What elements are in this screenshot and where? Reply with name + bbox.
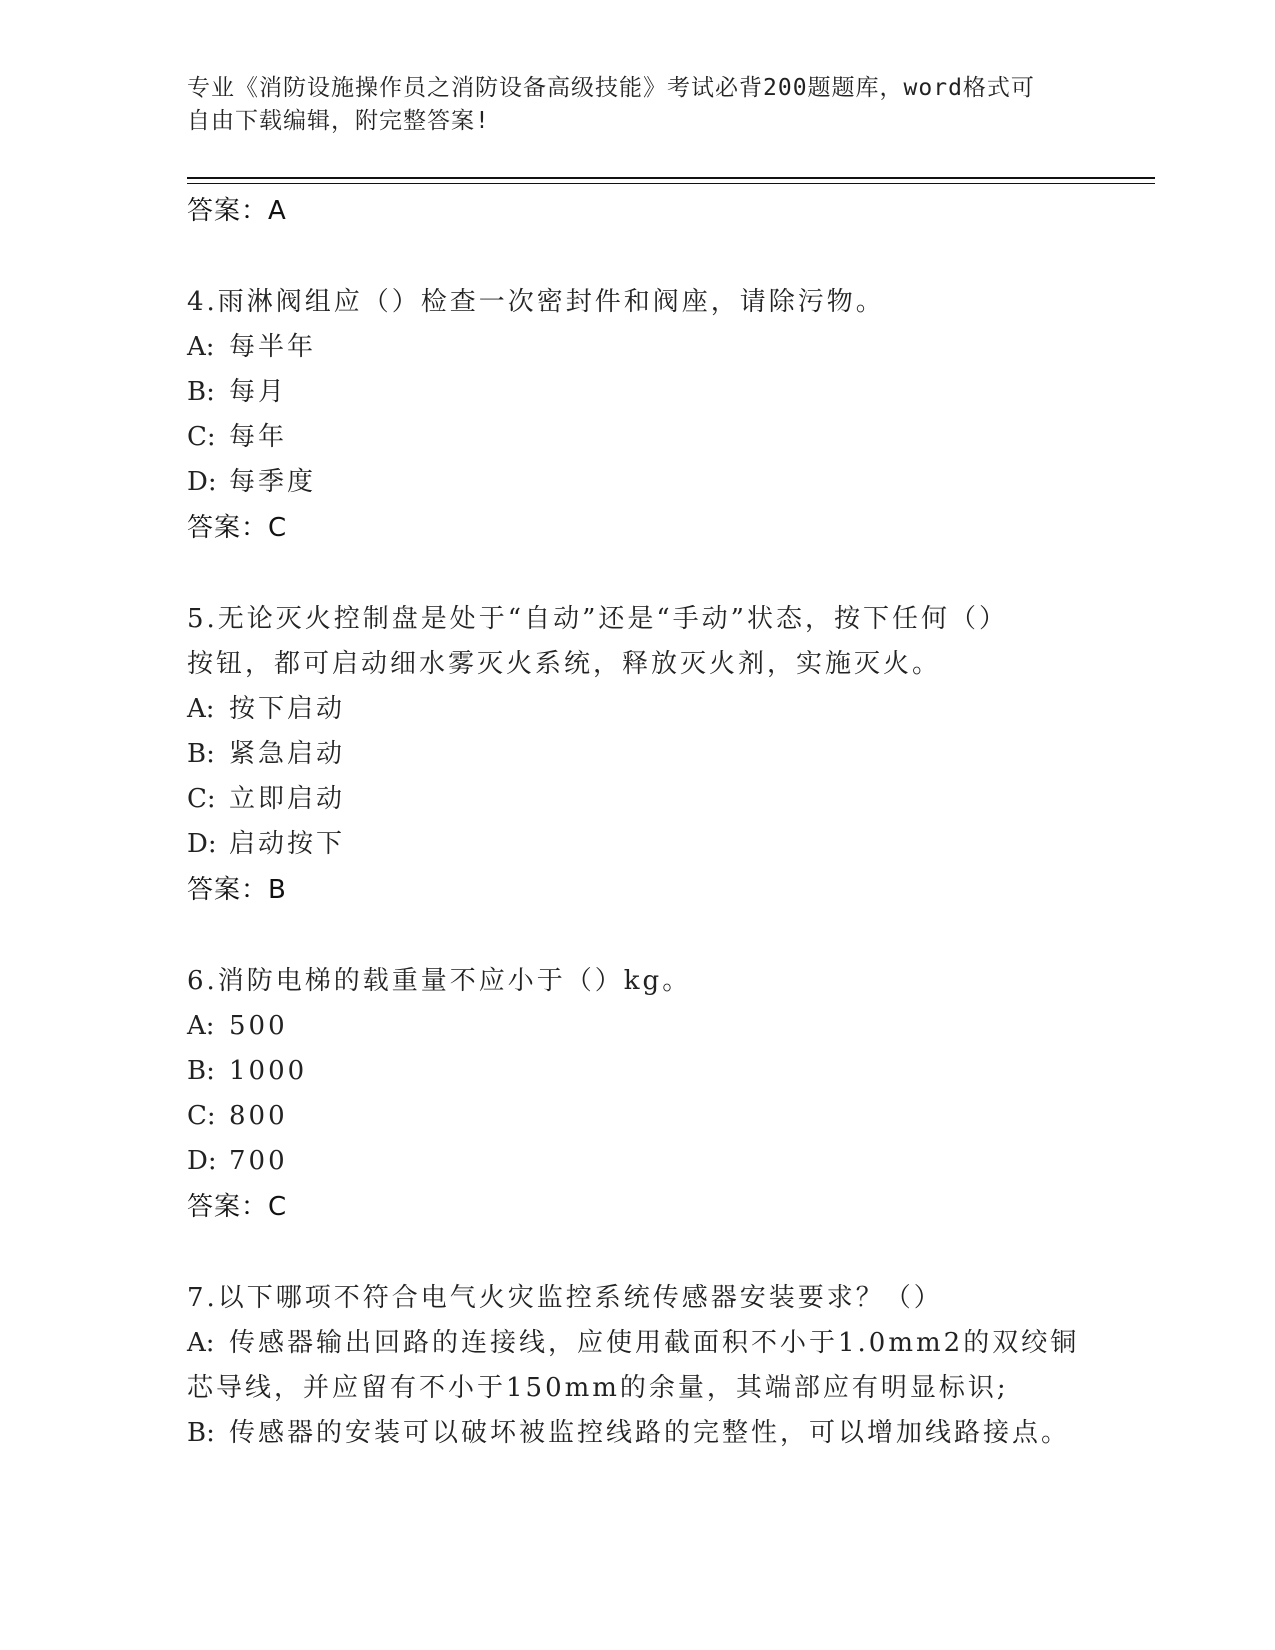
question-block	[187, 959, 1087, 1230]
option-a	[187, 325, 1087, 370]
spacer	[187, 551, 1087, 597]
option-text: 1000	[229, 1056, 308, 1086]
header-line-1: 专业《消防设施操作员之消防设备高级技能》考试必背200题题库，word格式可	[187, 75, 1035, 101]
answer-text: 答案：B	[187, 875, 287, 905]
option-label: A:	[187, 694, 215, 724]
option-d	[187, 822, 1087, 867]
option-label: C:	[187, 1101, 216, 1131]
option-text: 传感器输出回路的连接线，应使用截面积不小于1.0mm2的双绞铜	[229, 1328, 1080, 1358]
option-label: A:	[187, 1011, 215, 1041]
option-text: 芯导线，并应留有不小于150mm的余量，其端部应有明显标识;	[187, 1373, 1009, 1403]
question-text: 6.消防电梯的载重量不应小于（）kg。	[187, 966, 692, 996]
option-text: 每半年	[229, 332, 317, 362]
option-c	[187, 415, 1087, 460]
spacer	[187, 234, 1087, 280]
option-text: 紧急启动	[229, 739, 346, 769]
option-label: D:	[187, 829, 217, 859]
question-block	[187, 597, 1087, 913]
option-d	[187, 1139, 1087, 1184]
option-text: 500	[229, 1011, 288, 1041]
option-c	[187, 777, 1087, 822]
answer-text: 答案：C	[187, 513, 288, 543]
option-text: 每年	[229, 422, 288, 452]
question-text: 7.以下哪项不符合电气火灾监控系统传感器安装要求？（）	[187, 1283, 943, 1313]
option-d	[187, 460, 1087, 505]
header-rule-thin	[187, 183, 1155, 184]
spacer	[187, 1230, 1087, 1276]
option-b	[187, 370, 1087, 415]
question-text: 4.雨淋阀组应（）检查一次密封件和阀座，请除污物。	[187, 287, 885, 317]
option-label: D:	[187, 467, 217, 497]
option-text: 每月	[229, 377, 288, 407]
option-text: 每季度	[229, 467, 317, 497]
spacer	[187, 913, 1087, 959]
question-block	[187, 1276, 1087, 1456]
option-a	[187, 687, 1087, 732]
option-label: B:	[187, 1056, 215, 1086]
option-label: A:	[187, 332, 215, 362]
option-label: D:	[187, 1146, 217, 1176]
option-label: A:	[187, 1328, 215, 1358]
option-c	[187, 1094, 1087, 1139]
option-a-continued	[187, 1366, 1087, 1411]
question-text: 5.无论灭火控制盘是处于“自动”还是“手动”状态，按下任何（）	[187, 604, 1008, 634]
option-text: 按下启动	[229, 694, 346, 724]
document-header	[187, 72, 1067, 138]
option-b	[187, 732, 1087, 777]
option-label: B:	[187, 1418, 215, 1448]
option-label: C:	[187, 422, 216, 452]
option-b	[187, 1049, 1087, 1094]
option-label: B:	[187, 377, 215, 407]
header-rule	[187, 177, 1155, 179]
option-label: C:	[187, 784, 216, 814]
answer-text: 答案：C	[187, 1192, 288, 1222]
option-text: 启动按下	[229, 829, 346, 859]
option-label: B:	[187, 739, 215, 769]
header-line-2: 自由下载编辑，附完整答案!	[187, 108, 490, 134]
question-text-continued: 按钮，都可启动细水雾灭火系统，释放灭火剂，实施灭火。	[187, 649, 942, 679]
option-text: 立即启动	[229, 784, 346, 814]
option-text: 700	[229, 1146, 288, 1176]
option-text: 传感器的安装可以破坏被监控线路的完整性，可以增加线路接点。	[229, 1418, 1071, 1448]
question-list	[187, 188, 1087, 1456]
option-a	[187, 1004, 1087, 1049]
option-a	[187, 1321, 1087, 1366]
question-block	[187, 280, 1087, 551]
answer-text: 答案：A	[187, 196, 287, 226]
option-text: 800	[229, 1101, 288, 1131]
option-b	[187, 1411, 1087, 1456]
